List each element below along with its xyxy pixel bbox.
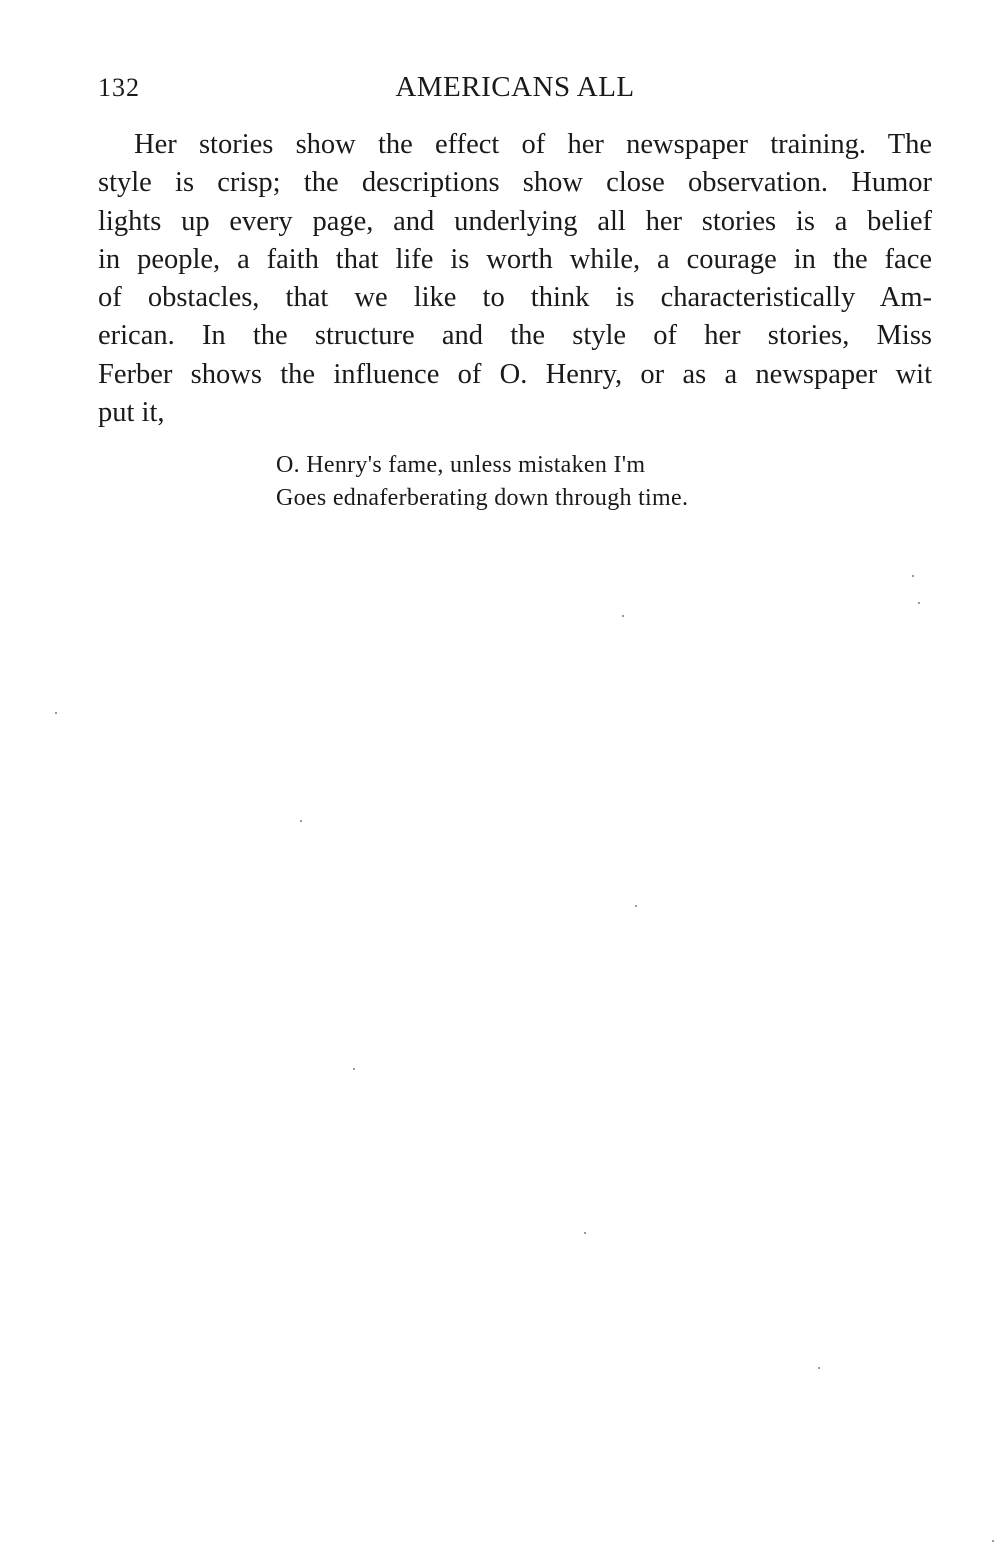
body-line: erican. In the structure and the style of her stories, Miss bbox=[98, 320, 932, 352]
scan-speck bbox=[353, 1068, 355, 1070]
verse-line: O. Henry's fame, unless mistaken I'm bbox=[276, 452, 646, 478]
scan-speck bbox=[912, 575, 914, 577]
body-line: Ferber shows the influence of O. Henry, or as a newspaper wit bbox=[98, 358, 932, 390]
body-line: lights up every page, and underlying all her stories is a belief bbox=[98, 205, 932, 237]
scan-speck bbox=[992, 1540, 994, 1542]
scan-speck bbox=[622, 615, 624, 617]
body-line: style is crisp; the descriptions show close observation. Humor bbox=[98, 167, 932, 199]
body-line: Her stories show the effect of her newspaper training. The bbox=[134, 129, 932, 160]
scan-speck bbox=[55, 712, 57, 714]
scan-speck bbox=[584, 1232, 586, 1234]
page-number: 132 bbox=[98, 73, 140, 102]
scan-speck bbox=[300, 820, 302, 822]
verse-quote bbox=[276, 449, 688, 515]
verse-line: Goes ednaferberating down through time. bbox=[276, 485, 689, 511]
body-line: of obstacles, that we like to think is characteristically Am- bbox=[98, 282, 932, 314]
running-title: AMERICANS ALL bbox=[395, 71, 635, 103]
body-paragraph bbox=[98, 126, 932, 432]
scan-speck bbox=[635, 905, 637, 907]
body-line: put it, bbox=[98, 397, 165, 429]
scan-speck bbox=[918, 602, 920, 604]
scan-speck bbox=[818, 1367, 820, 1369]
body-line: in people, a faith that life is worth while, a courage in the face bbox=[98, 243, 932, 275]
